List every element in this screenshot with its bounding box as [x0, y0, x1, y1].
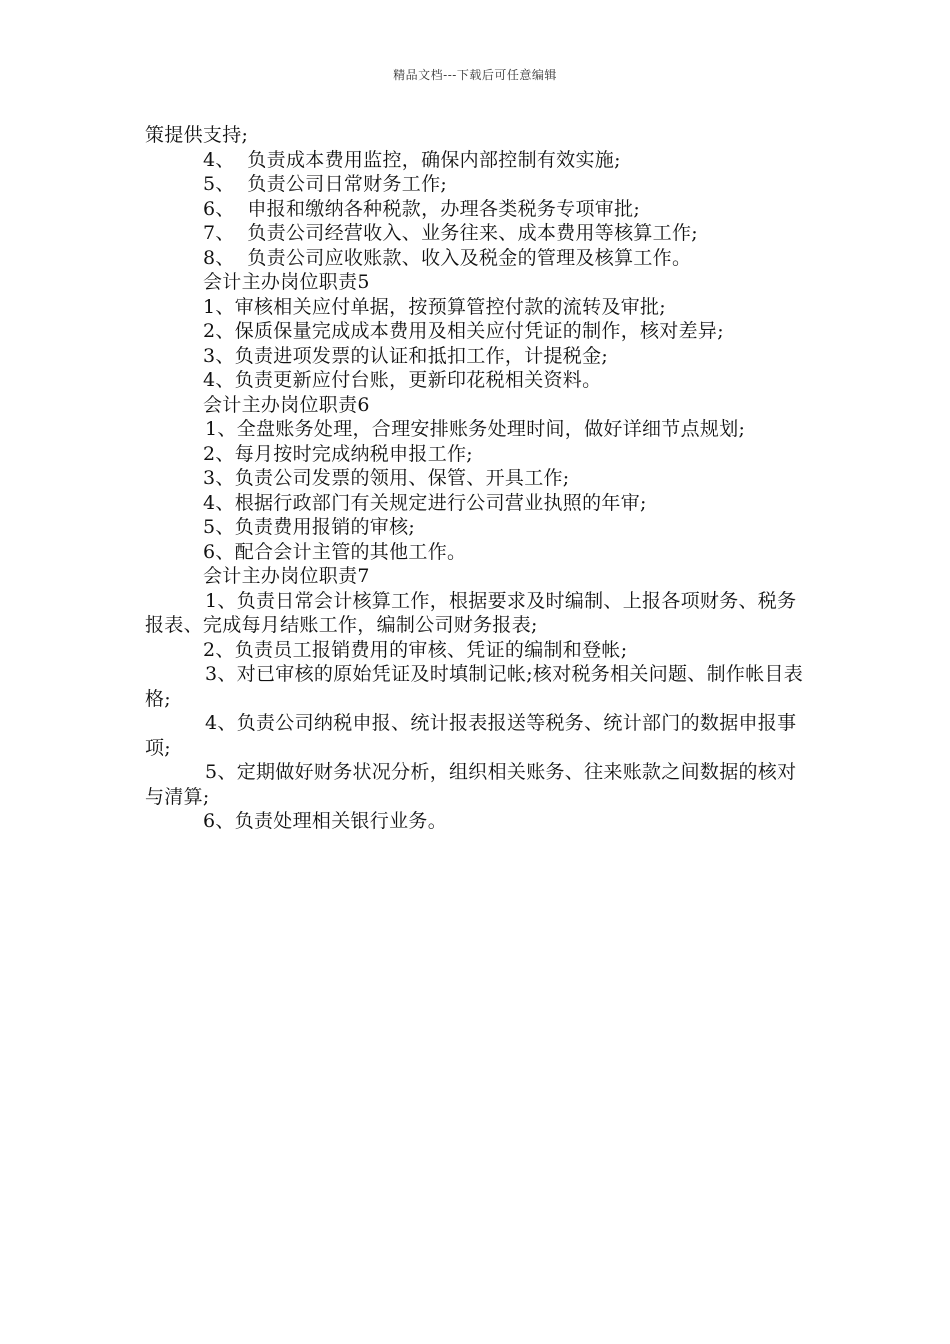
paragraph: 2、负责员工报销费用的审核、凭证的编制和登帐;: [203, 638, 628, 661]
paragraph: 1、审核相关应付单据，按预算管控付款的流转及审批;: [203, 295, 666, 318]
paragraph: 6、 申报和缴纳各种税款，办理各类税务专项审批;: [203, 197, 641, 220]
paragraph: 5、定期做好财务状况分析，组织相关账务、往来账款之间数据的核对与清算;: [145, 761, 797, 808]
paragraph: 2、每月按时完成纳税申报工作;: [203, 442, 473, 465]
paragraph: 6、负责处理相关银行业务。: [203, 810, 447, 832]
paragraph: 3、对已审核的原始凭证及时填制记帐;核对税务相关问题、制作帐目表格;: [145, 663, 804, 710]
paragraph: 8、 负责公司应收账款、收入及税金的管理及核算工作。: [203, 246, 692, 269]
paragraph: 1、负责日常会计核算工作，根据要求及时编制、上报各项财务、税务报表、完成每月结账工作，编制公司财务报表;: [145, 589, 797, 636]
paragraph: 会计主办岗位职责7: [203, 565, 370, 587]
paragraph: 4、负责更新应付台账，更新印花税相关资料。: [203, 369, 602, 391]
paragraph: 会计主办岗位职责5: [203, 271, 370, 293]
paragraph: 7、 负责公司经营收入、业务往来、成本费用等核算工作;: [203, 222, 698, 244]
paragraph: 4、负责公司纳税申报、统计报表报送等税务、统计部门的数据申报事项;: [145, 712, 797, 759]
paragraph: 会计主办岗位职责6: [203, 393, 370, 416]
paragraph: 4、 负责成本费用监控，确保内部控制有效实施;: [203, 148, 621, 171]
paragraph: 5、 负责公司日常财务工作;: [203, 173, 448, 195]
paragraph: 3、负责进项发票的认证和抵扣工作，计提税金;: [203, 344, 609, 367]
paragraph: 策提供支持;: [145, 124, 249, 146]
paragraph: 4、根据行政部门有关规定进行公司营业执照的年审;: [203, 491, 647, 514]
document-body: [145, 123, 810, 834]
paragraph: 6、配合会计主管的其他工作。: [203, 540, 467, 563]
paragraph: 5、负责费用报销的审核;: [203, 516, 416, 538]
paragraph: 3、负责公司发票的领用、保管、开具工作;: [203, 467, 570, 489]
paragraph: 1、全盘账务处理，合理安排账务处理时间，做好详细节点规划;: [205, 418, 746, 440]
page-header: 精品文档---下载后可任意编辑: [393, 68, 557, 82]
paragraph: 2、保质保量完成成本费用及相关应付凭证的制作，核对差异;: [203, 320, 724, 342]
